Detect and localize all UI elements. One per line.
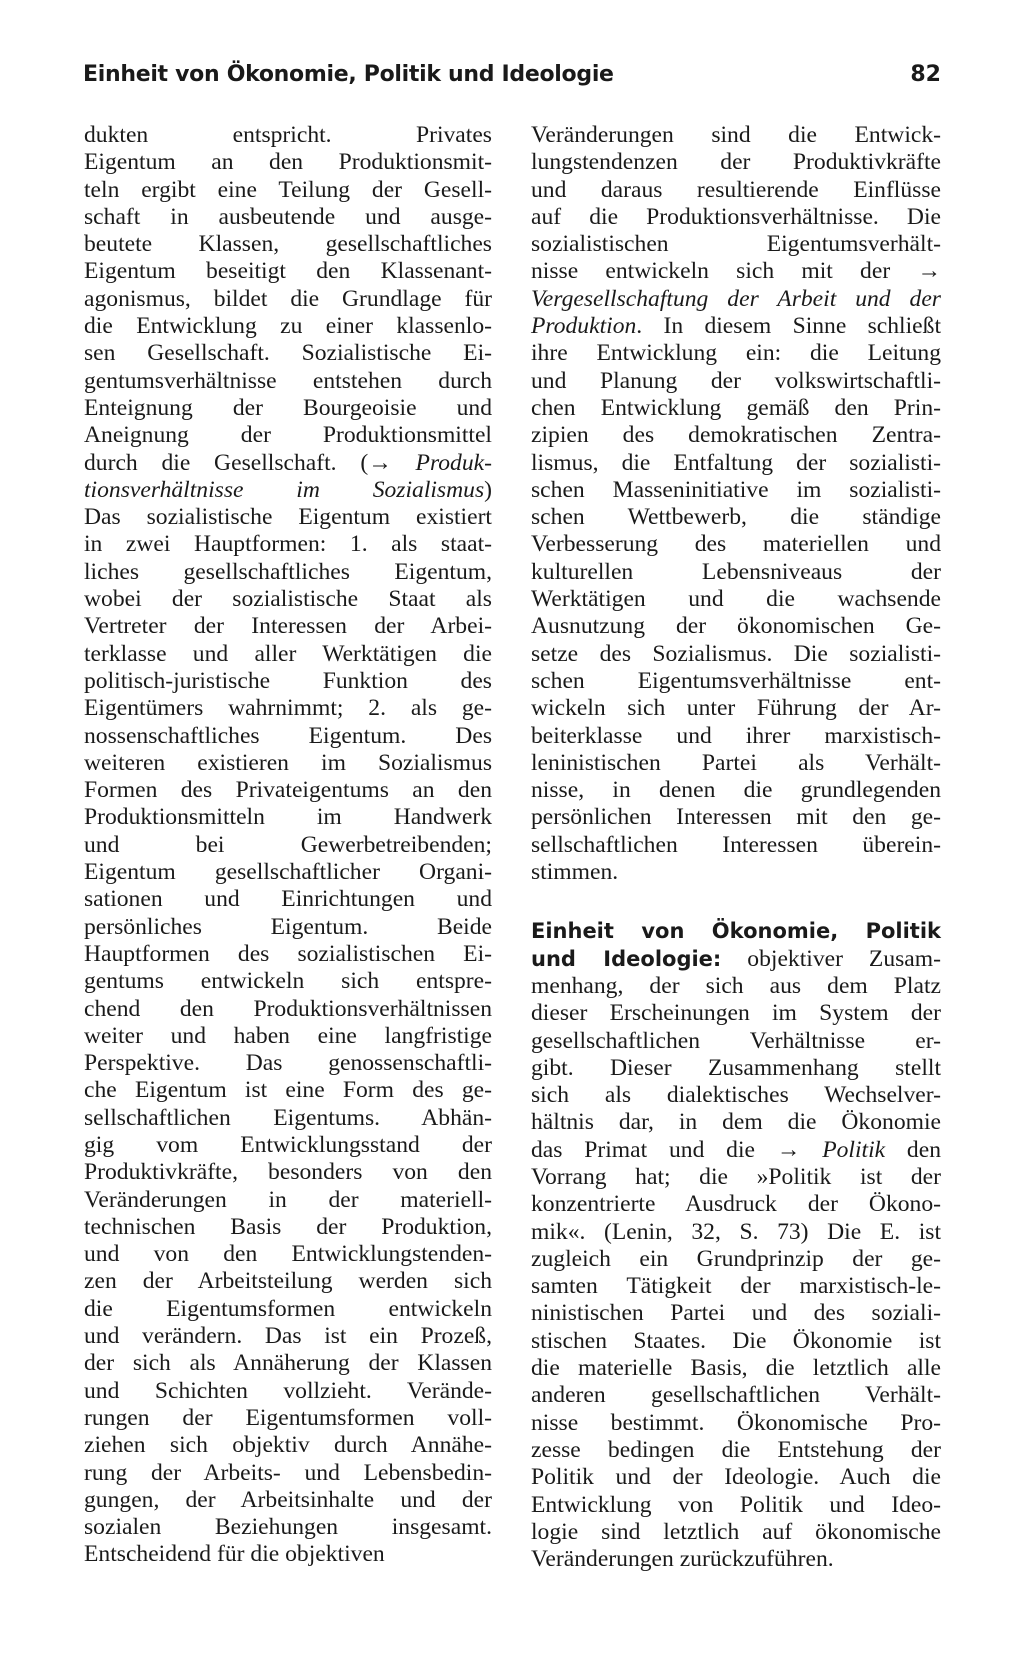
left-column-line: technischen Basis der Produktion, (84, 1213, 492, 1240)
entry-line: Entwicklung von Politik und Ideo- (531, 1491, 941, 1518)
left-column-line: gentumsverhältnisse entstehen durch (84, 367, 492, 394)
right-column-line: und daraus resultierende Einflüsse (531, 176, 941, 203)
right-column-line: schen Masseninitiative im sozialisti- (531, 476, 941, 503)
right-column-line: Verbesserung des materiellen und (531, 531, 941, 558)
left-column-line: sellschaftlichen Eigentums. Abhän- (84, 1104, 492, 1131)
right-column-line: leninistischen Partei als Verhält- (531, 749, 941, 776)
left-column-line: zen der Arbeitsteilung werden sich (84, 1268, 492, 1295)
left-column-line: gig vom Entwicklungsstand der (84, 1131, 492, 1158)
right-column-line: Ausnutzung der ökonomischen Ge- (531, 613, 941, 640)
entry-line: logie sind letztlich auf ökonomische (531, 1518, 941, 1545)
left-column-line: Enteignung der Bourgeoisie und (84, 394, 492, 421)
right-column-continuation (531, 122, 941, 886)
left-column-line: die Entwicklung zu einer klassenlo- (84, 313, 492, 340)
right-column-line: nisse, in denen die grundlegenden (531, 777, 941, 804)
left-column-line: wobei der sozialistische Staat als (84, 586, 492, 613)
right-column-line: ihre Entwicklung ein: die Leitung (531, 340, 941, 367)
left-column-line: Eigentümers wahrnimmt; 2. als ge- (84, 695, 492, 722)
left-column-line: weiter und haben eine langfristige (84, 1022, 492, 1049)
entry-line: zugleich ein Grundprinzip der ge- (531, 1245, 941, 1272)
right-column-line: kulturellen Lebensniveaus der (531, 558, 941, 585)
right-column-line: wickeln sich unter Führung der Ar- (531, 695, 941, 722)
left-column-line: rung der Arbeits- und Lebensbedin- (84, 1459, 492, 1486)
entry-line: Vorrang hat; die »Politik ist der (531, 1163, 941, 1190)
entry-line: konzentrierte Ausdruck der Ökono- (531, 1191, 941, 1218)
left-column-line: teln ergibt eine Teilung der Gesell- (84, 176, 492, 203)
right-column-line: sellschaftlichen Interessen überein- (531, 831, 941, 858)
entry-line-text: objektiver Zusam- (747, 945, 941, 972)
left-column-line: und von den Entwicklungstenden- (84, 1241, 492, 1268)
entry-line: anderen gesellschaftlichen Verhält- (531, 1382, 941, 1409)
right-column-line: schen Eigentumsverhältnisse ent- (531, 667, 941, 694)
entry-line (531, 946, 941, 973)
left-column-line: und Schichten vollzieht. Verände- (84, 1377, 492, 1404)
entry-line: menhang, der sich aus dem Platz (531, 972, 941, 999)
entry-line: gibt. Dieser Zusammenhang stellt (531, 1054, 941, 1081)
right-column-line: nisse entwickeln sich mit der → (531, 258, 941, 285)
left-column-line: beutete Klassen, gesellschaftliches (84, 231, 492, 258)
left-column-line: Eigentum beseitigt den Klassenant- (84, 258, 492, 285)
entry-line: sich als dialektisches Wechselver- (531, 1082, 941, 1109)
right-column-line: chen Entwicklung gemäß den Prin- (531, 394, 941, 421)
right-column-line: Werktätigen und die wachsende (531, 586, 941, 613)
left-column-line: agonismus, bildet die Grundlage für (84, 285, 492, 312)
dictionary-entry (531, 918, 941, 1573)
left-column-line: ziehen sich objektiv durch Annähe- (84, 1432, 492, 1459)
entry-line: Veränderungen zurückzuführen. (531, 1546, 834, 1573)
left-column-line: Das sozialistische Eigentum existiert (84, 504, 492, 531)
left-column (84, 122, 492, 1569)
left-column-line: chend den Produktionsverhältnissen (84, 995, 492, 1022)
entry-line: mik«. (Lenin, 32, S. 73) Die E. ist (531, 1218, 941, 1245)
right-column-line: schen Wettbewerb, die ständige (531, 504, 941, 531)
entry-line: gesellschaftlichen Verhältnisse er- (531, 1027, 941, 1054)
right-column-line: persönlichen Interessen mit den ge- (531, 804, 941, 831)
right-column-line: sozialistischen Eigentumsverhält- (531, 231, 941, 258)
entry-line: Politik und der Ideologie. Auch die (531, 1464, 941, 1491)
left-column-line: in zwei Hauptformen: 1. als staat- (84, 531, 492, 558)
right-column-line: und Planung der volkswirtschaftli- (531, 367, 941, 394)
left-column-line: rungen der Eigentumsformen voll- (84, 1404, 492, 1431)
left-column-line: nossenschaftliches Eigentum. Des (84, 722, 492, 749)
left-column-line: Eigentum an den Produktionsmit- (84, 149, 492, 176)
entry-line: dieser Erscheinungen im System der (531, 1000, 941, 1027)
left-column-line: tionsverhältnisse im Sozialismus) (84, 476, 492, 503)
left-column-line: Produktivkräfte, besonders von den (84, 1159, 492, 1186)
entry-lemma-part2: und Ideologie: (531, 946, 722, 971)
entry-line: zesse bedingen die Entstehung der (531, 1436, 941, 1463)
left-column-line: Hauptformen des sozialistischen Ei- (84, 940, 492, 967)
entry-line (531, 918, 941, 945)
left-column-line: politisch-juristische Funktion des (84, 667, 492, 694)
right-column-line: Produktion. In diesem Sinne schließt (531, 313, 941, 340)
entry-line: stischen Staates. Die Ökonomie ist (531, 1327, 941, 1354)
left-column-line: gungen, der Arbeitsinhalte und der (84, 1486, 492, 1513)
right-column-line: lismus, die Entfaltung der sozialisti- (531, 449, 941, 476)
right-column-line: Vergesellschaftung der Arbeit und der (531, 285, 941, 312)
entry-line: die materielle Basis, die letztlich alle (531, 1355, 941, 1382)
left-column-line: gentums entwickeln sich entspre- (84, 968, 492, 995)
left-column-line: Entscheidend für die objektiven (84, 1541, 385, 1568)
right-column-line: lungstendenzen der Produktivkräfte (531, 149, 941, 176)
left-column-line: liches gesellschaftliches Eigentum, (84, 558, 492, 585)
right-column-line: setze des Sozialismus. Die sozialisti- (531, 640, 941, 667)
right-column-line: beiterklasse und ihrer marxistisch- (531, 722, 941, 749)
left-column-line: schaft in ausbeutende und ausge- (84, 203, 492, 230)
right-column-line: auf die Produktionsverhältnisse. Die (531, 203, 941, 230)
entry-line: das Primat und die → Politik den (531, 1136, 941, 1163)
left-column-line: Veränderungen in der materiell- (84, 1186, 492, 1213)
entry-line: nisse bestimmt. Ökonomische Pro- (531, 1409, 941, 1436)
left-column-line: sationen und Einrichtungen und (84, 886, 492, 913)
left-column-line: und bei Gewerbetreibenden; (84, 831, 492, 858)
left-column-line: durch die Gesellschaft. (→ Produk- (84, 449, 492, 476)
left-column-line: terklasse und aller Werktätigen die (84, 640, 492, 667)
left-column-line: dukten entspricht. Privates (84, 122, 492, 148)
entry-line: hältnis dar, in dem die Ökonomie (531, 1109, 941, 1136)
left-column-line: die Eigentumsformen entwickeln (84, 1295, 492, 1322)
entry-lemma-part1: Einheit von Ökonomie, Politik (531, 919, 941, 944)
left-column-line: Formen des Privateigentums an den (84, 777, 492, 804)
left-column-line: der sich als Annäherung der Klassen (84, 1350, 492, 1377)
right-column (531, 122, 941, 1573)
left-column-line: persönliches Eigentum. Beide (84, 913, 492, 940)
page-number: 82 (910, 62, 941, 87)
left-column-line: und verändern. Das ist ein Prozeß, (84, 1323, 492, 1350)
right-column-line: zipien des demokratischen Zentra- (531, 422, 941, 449)
entry-line: samten Tätigkeit der marxistisch-le- (531, 1273, 941, 1300)
left-column-line: sozialen Beziehungen insgesamt. (84, 1514, 492, 1541)
left-column-line: Eigentum gesellschaftlicher Organi- (84, 859, 492, 886)
left-column-line: sen Gesellschaft. Sozialistische Ei- (84, 340, 492, 367)
left-column-line: che Eigentum ist eine Form des ge- (84, 1077, 492, 1104)
entry-line: ninistischen Partei und des soziali- (531, 1300, 941, 1327)
left-column-line: Perspektive. Das genossenschaftli- (84, 1050, 492, 1077)
right-column-line: stimmen. (531, 859, 619, 886)
running-head-title: Einheit von Ökonomie, Politik und Ideologie (83, 62, 614, 87)
left-column-line: Aneignung der Produktionsmittel (84, 422, 492, 449)
running-header (83, 62, 941, 102)
left-column-line: Produktionsmitteln im Handwerk (84, 804, 492, 831)
left-column-line: Vertreter der Interessen der Arbei- (84, 613, 492, 640)
left-column-line: weiteren existieren im Sozialismus (84, 749, 492, 776)
entry-body (531, 973, 941, 1574)
right-column-line: Veränderungen sind die Entwick- (531, 122, 941, 148)
